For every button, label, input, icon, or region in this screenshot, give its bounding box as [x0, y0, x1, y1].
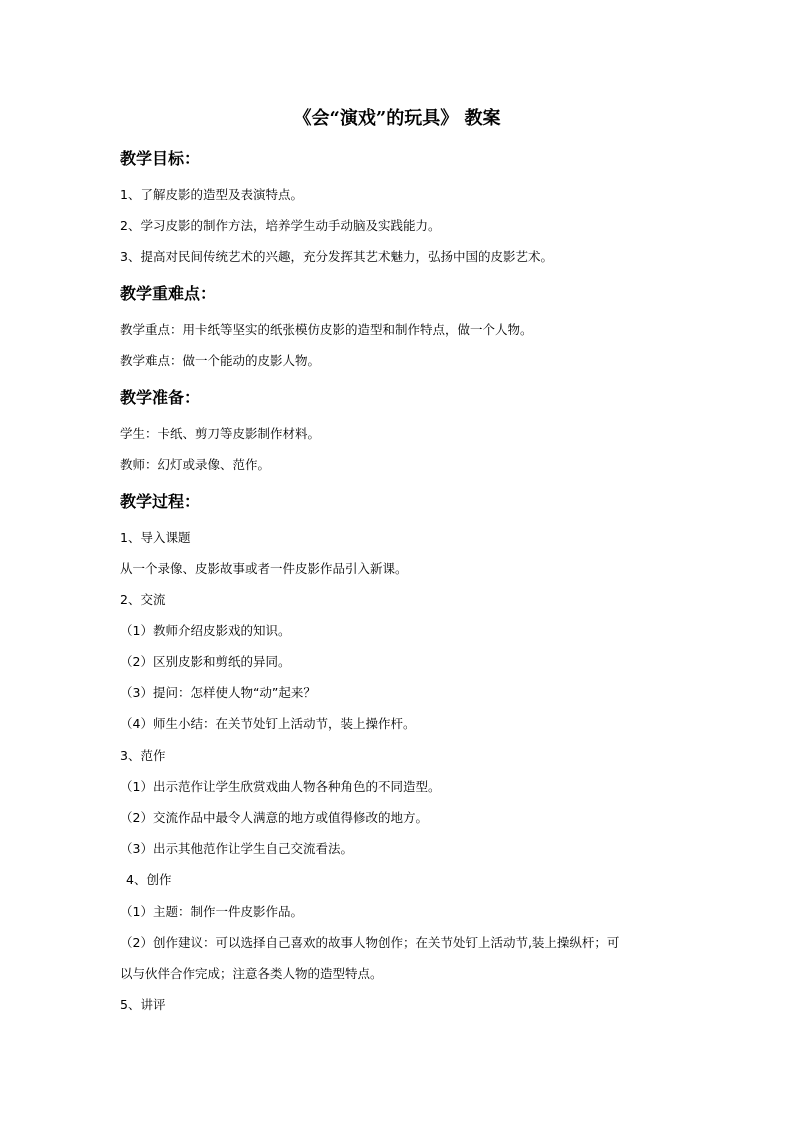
process-item-1: 1、导入课题 — [120, 530, 191, 545]
process-item-7: （4）师生小结：在关节处钉上活动节，装上操作杆。 — [120, 716, 416, 731]
objective-item-2: 2、学习皮影的制作方法，培养学生动手动脑及实践能力。 — [120, 218, 441, 233]
section-heading-process: 教学过程： — [120, 492, 201, 511]
section-heading-objectives: 教学目标： — [120, 149, 201, 168]
key-point-item-1: 教学重点：用卡纸等坚实的纸张模仿皮影的造型和制作特点，做一个人物。 — [120, 322, 533, 337]
section-heading-key-points: 教学重难点： — [120, 284, 217, 303]
process-item-8: 3、范作 — [120, 748, 166, 763]
objective-item-1: 1、了解皮影的造型及表演特点。 — [120, 187, 303, 202]
process-item-11: （3）出示其他范作让学生自己交流看法。 — [120, 841, 353, 856]
section-heading-preparation: 教学准备： — [120, 388, 201, 407]
document-title: 《会“演戏”的玩具》 教案 — [293, 108, 501, 129]
preparation-item-2: 教师：幻灯或录像、范作。 — [120, 457, 271, 472]
process-item-16: 5、讲评 — [120, 997, 166, 1012]
process-item-9: （1）出示范作让学生欣赏戏曲人物各种角色的不同造型。 — [120, 779, 441, 794]
process-item-10: （2）交流作品中最令人满意的地方或值得修改的地方。 — [120, 810, 428, 825]
process-item-15: 以与伙伴合作完成；注意各类人物的造型特点。 — [120, 966, 383, 981]
key-point-item-2: 教学难点：做一个能动的皮影人物。 — [120, 353, 321, 368]
process-item-12: 4、创作 — [126, 872, 172, 887]
process-item-14: （2）创作建议：可以选择自己喜欢的故事人物创作；在关节处钉上活动节,装上操纵杆；可 — [120, 935, 620, 950]
process-item-3: 2、交流 — [120, 592, 166, 607]
preparation-item-1: 学生：卡纸、剪刀等皮影制作材料。 — [120, 426, 321, 441]
process-item-5: （2）区别皮影和剪纸的异同。 — [120, 654, 291, 669]
objective-item-3: 3、提高对民间传统艺术的兴趣，充分发挥其艺术魅力，弘扬中国的皮影艺术。 — [120, 249, 553, 264]
process-item-13: （1）主题：制作一件皮影作品。 — [120, 904, 303, 919]
process-item-2: 从一个录像、皮影故事或者一件皮影作品引入新课。 — [120, 561, 408, 576]
process-item-4: （1）教师介绍皮影戏的知识。 — [120, 623, 291, 638]
process-item-6: （3）提问：怎样使人物“动”起来？ — [120, 685, 316, 700]
